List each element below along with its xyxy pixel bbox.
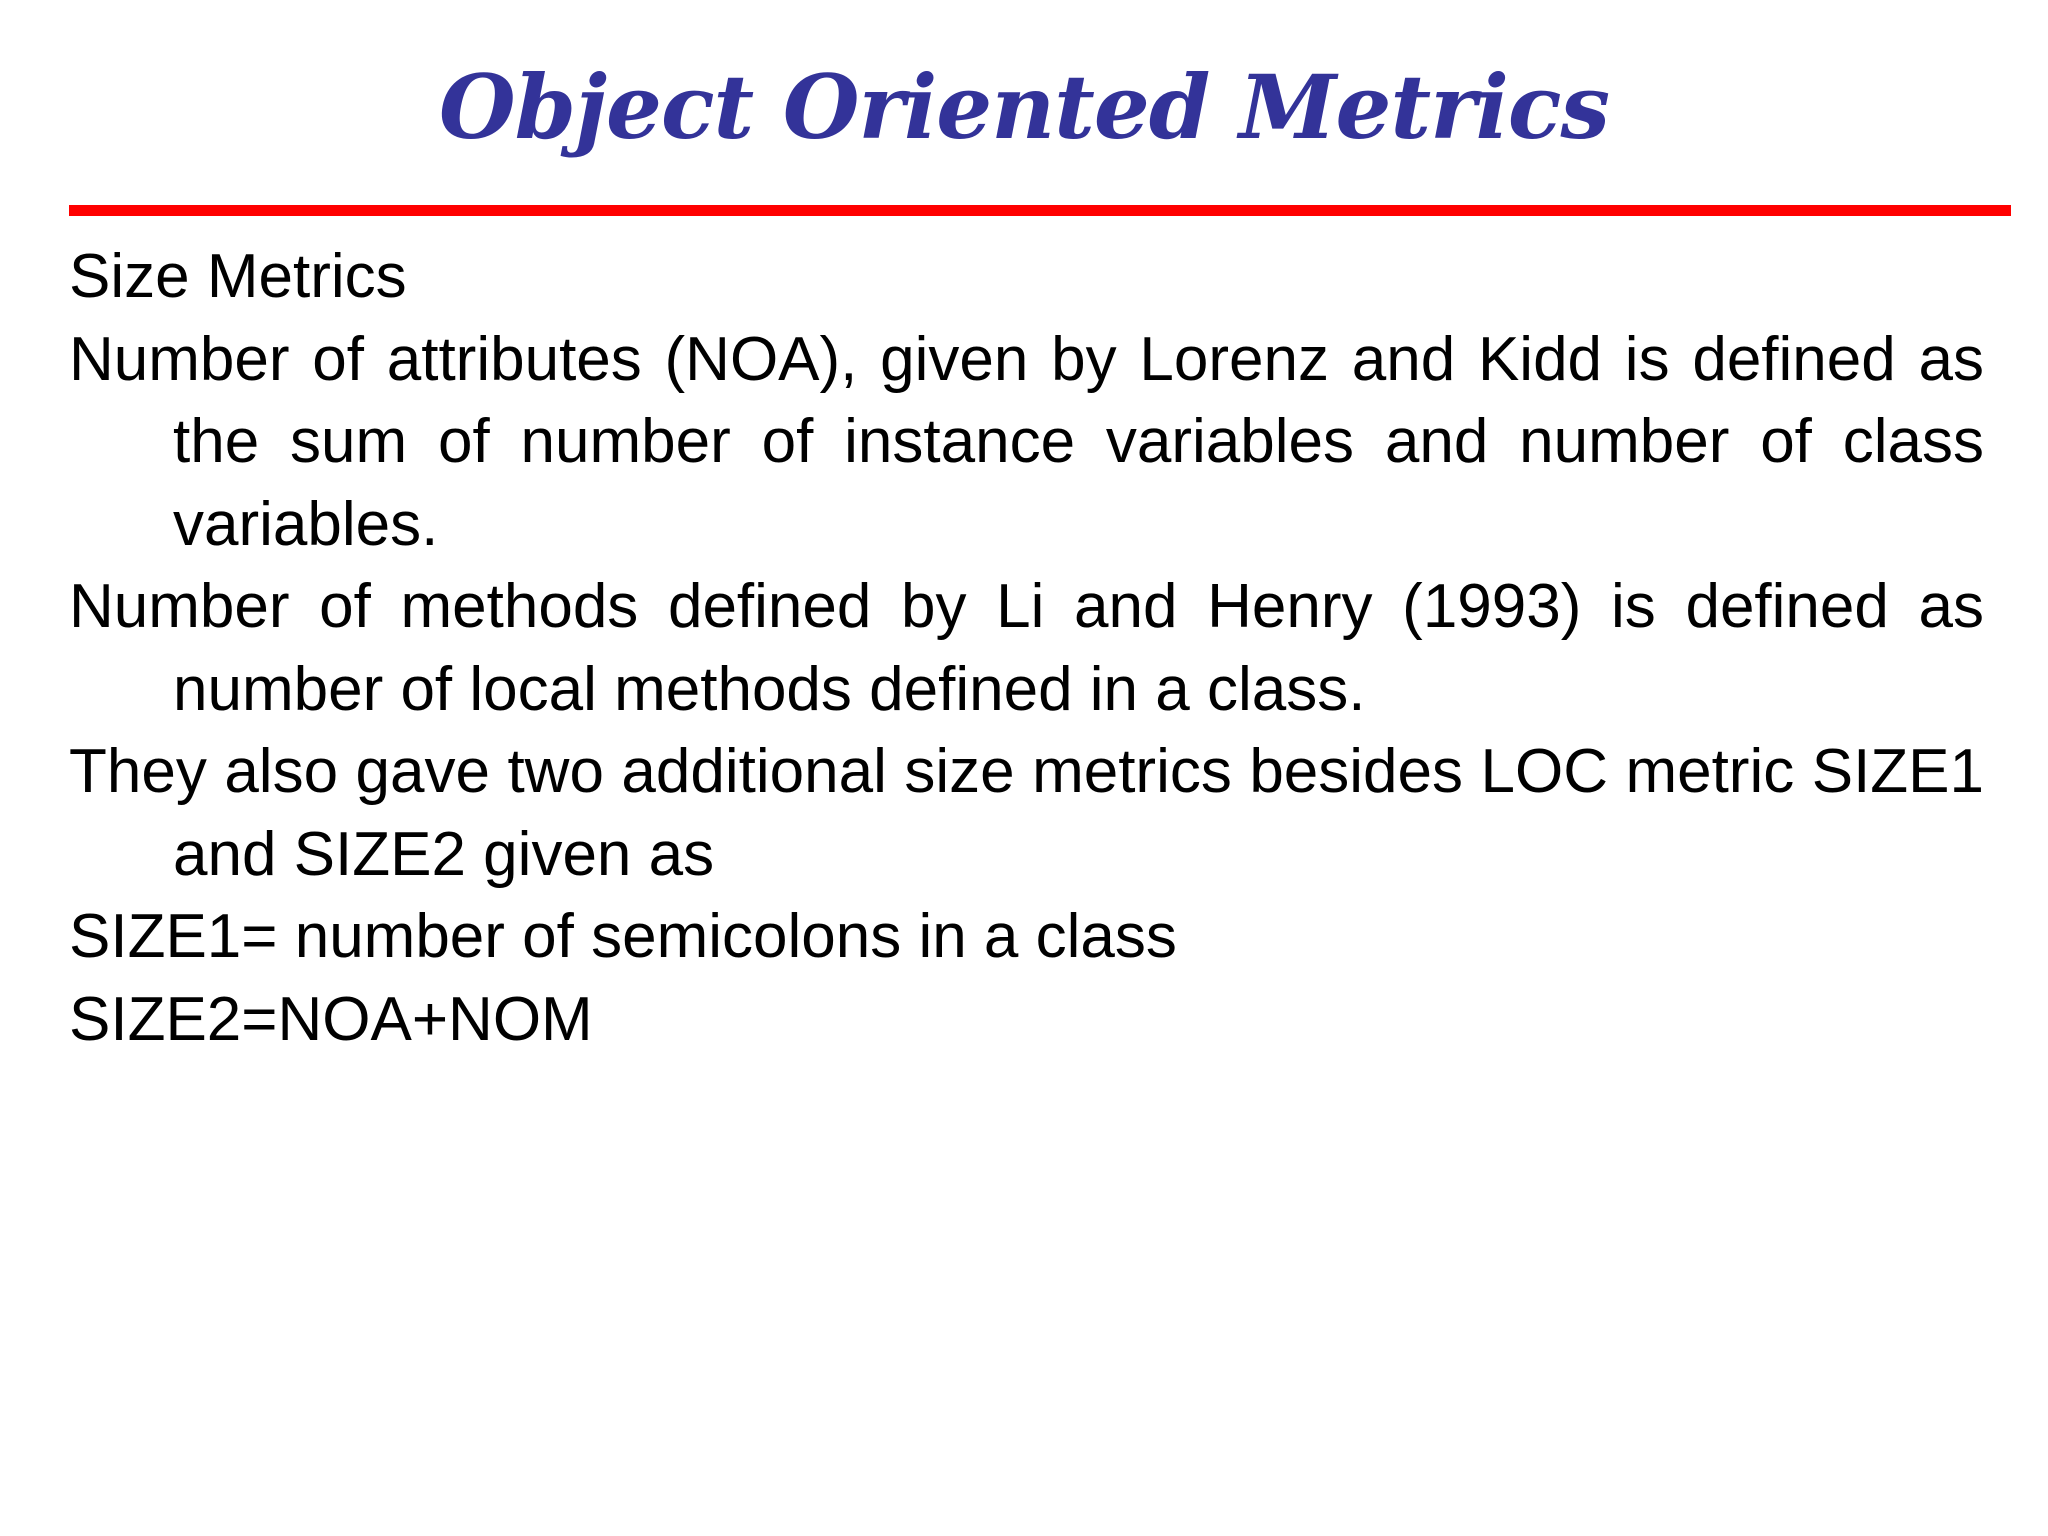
paragraph-additional-metrics: They also gave two additional size metrics besides LOC metric SIZE1 and SIZE2 given as [69,737,1984,889]
paragraph-noa: Number of attributes (NOA), given by Lorenz and Kidd is defined as the sum of number of instance variables and number of class variables. [69,324,1984,559]
title-divider [69,205,2011,216]
paragraph-size2: SIZE2=NOA+NOM [69,984,593,1054]
paragraph-nom: Number of methods defined by Li and Henry (1993) is defined as number of local methods defined in a class. [69,572,1984,724]
slide-body [69,236,1984,1061]
heading-size-metrics: Size Metrics [69,242,407,311]
slide-title: Object Oriented Metrics [438,55,1610,159]
paragraph-size1: SIZE1= number of semicolons in a class [69,902,1177,971]
